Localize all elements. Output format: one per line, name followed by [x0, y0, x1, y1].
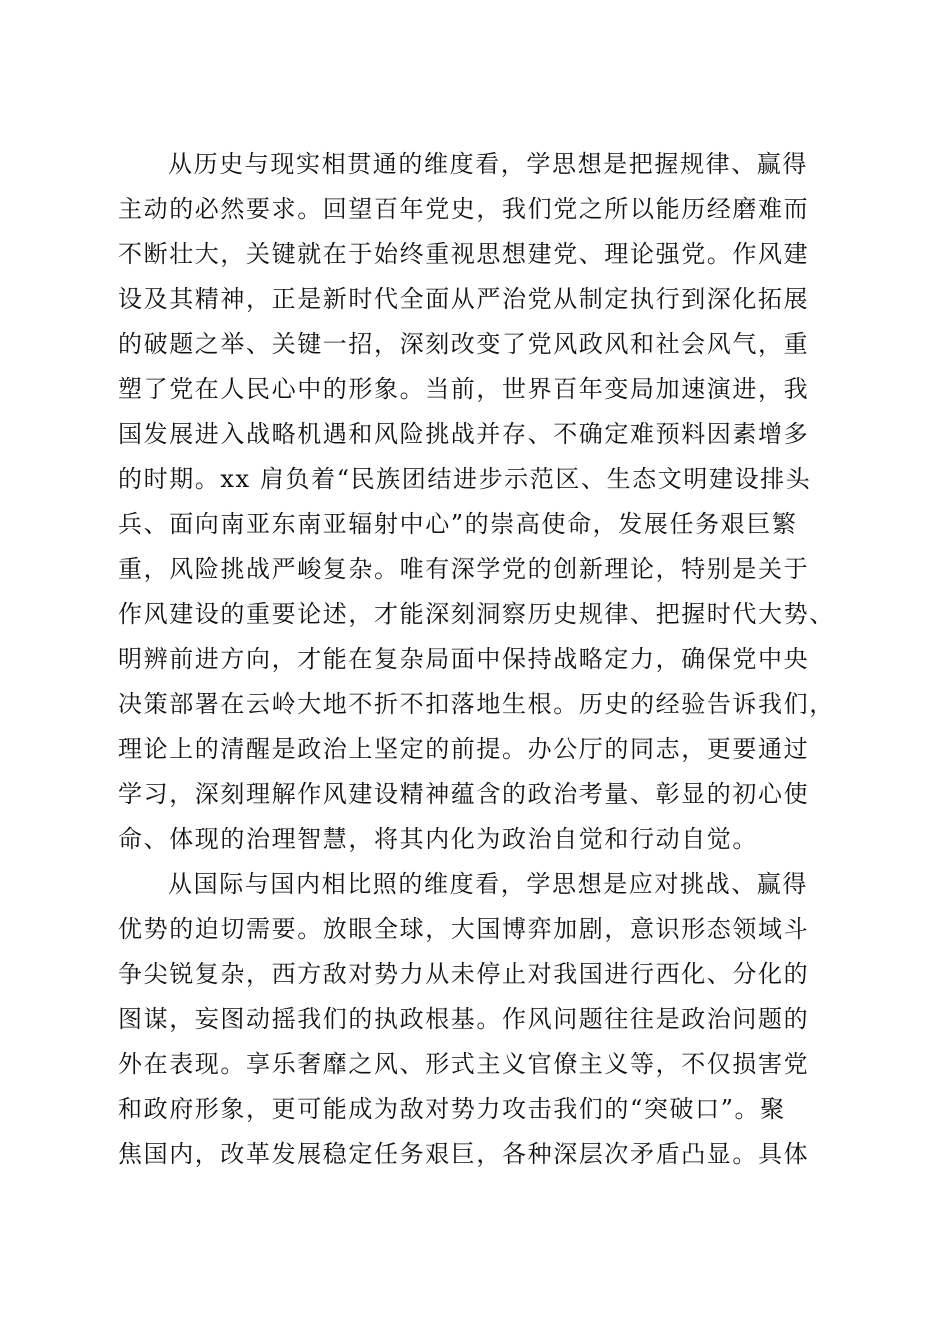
paragraph-history	[118, 142, 833, 862]
text-line: 明辨前进方向，才能在复杂局面中保持战略定力，确保党中央	[118, 645, 810, 673]
text-line: 优势的迫切需要。放眼全球，大国博弈加剧，意识形态领域斗	[118, 915, 810, 943]
text-line: 从历史与现实相贯通的维度看，学思想是把握规律、赢得	[168, 150, 808, 178]
text-line: 外在表现。享乐奢靡之风、形式主义官僚主义等，不仅损害党	[118, 1050, 810, 1078]
text-line: 塑了党在人民心中的形象。当前，世界百年变局加速演进，我	[118, 375, 810, 403]
text-line: 的时期。xx 肩负着“民族团结进步示范区、生态文明建设排头	[118, 465, 812, 493]
text-line: 和政府形象，更可能成为敌对势力攻击我们的“突破口”。聚	[118, 1095, 786, 1123]
text-line: 不断壮大，关键就在于始终重视思想建党、理论强党。作风建	[118, 240, 810, 268]
text-line: 命、体现的治理智慧，将其内化为政治自觉和行动自觉。	[118, 825, 758, 853]
text-line: 学习，深刻理解作风建设精神蕴含的政治考量、彰显的初心使	[118, 780, 810, 808]
document-body	[118, 142, 833, 1177]
text-line: 从国际与国内相比照的维度看，学思想是应对挑战、赢得	[168, 870, 808, 898]
text-line: 图谋，妄图动摇我们的执政根基。作风问题往往是政治问题的	[118, 1005, 810, 1033]
text-line: 重，风险挑战严峻复杂。唯有深学党的创新理论，特别是关于	[118, 555, 810, 583]
text-line: 作风建设的重要论述，才能深刻洞察历史规律、把握时代大势、	[118, 600, 835, 628]
text-line: 决策部署在云岭大地不折不扣落地生根。历史的经验告诉我们，	[118, 690, 835, 718]
paragraph-international	[118, 862, 833, 1177]
text-line: 争尖锐复杂，西方敌对势力从未停止对我国进行西化、分化的	[118, 960, 810, 988]
text-line: 理论上的清醒是政治上坚定的前提。办公厅的同志，更要通过	[118, 735, 810, 763]
text-line: 国发展进入战略机遇和风险挑战并存、不确定难预料因素增多	[118, 420, 810, 448]
text-line: 的破题之举、关键一招，深刻改变了党风政风和社会风气，重	[118, 330, 810, 358]
text-line: 主动的必然要求。回望百年党史，我们党之所以能历经磨难而	[118, 195, 810, 223]
text-line: 兵、面向南亚东南亚辐射中心”的崇高使命，发展任务艰巨繁	[118, 510, 798, 538]
text-line: 焦国内，改革发展稳定任务艰巨，各种深层次矛盾凸显。具体	[118, 1140, 810, 1168]
text-line: 设及其精神，正是新时代全面从严治党从制定执行到深化拓展	[118, 285, 810, 313]
